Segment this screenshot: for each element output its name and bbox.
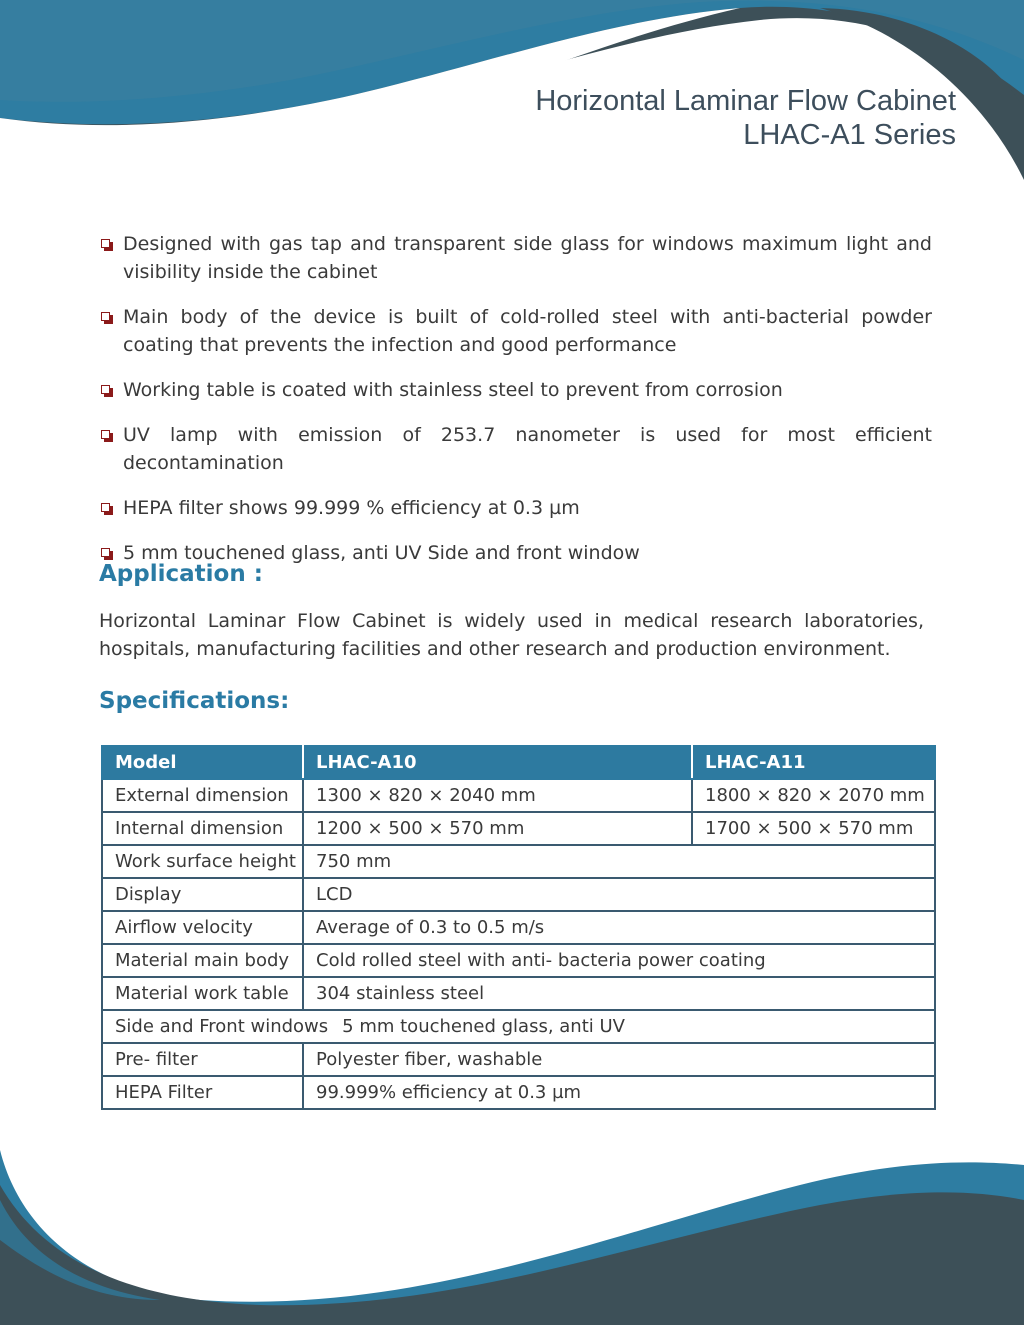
table-row — [102, 1076, 935, 1109]
checkbox-bullet-icon — [101, 430, 110, 439]
feature-item: Working table is coated with stainless steel to prevent from corrosion — [100, 376, 932, 404]
title-line-1: Horizontal Laminar Flow Cabinet — [535, 85, 956, 117]
cell-lhac-a11: 1700 × 500 × 570 mm — [692, 812, 935, 845]
column-header-lhac-a10: LHAC-A10 — [303, 746, 692, 779]
row-label: Work surface height — [102, 845, 303, 878]
table-row — [102, 779, 935, 812]
row-label: External dimension — [102, 779, 303, 812]
checkbox-bullet-icon — [101, 548, 110, 557]
row-label: Material main body — [102, 944, 303, 977]
feature-item: 5 mm touchened glass, anti UV Side and front window — [100, 539, 932, 567]
row-label: Pre- filter — [102, 1043, 303, 1076]
cell-value: 99.999% efficiency at 0.3 µm — [303, 1076, 935, 1109]
cell-value: 304 stainless steel — [303, 977, 935, 1010]
specifications-table — [101, 745, 936, 1110]
cell-value: LCD — [303, 878, 935, 911]
table-row — [102, 977, 935, 1010]
table-header-row — [102, 746, 935, 779]
table-row — [102, 911, 935, 944]
row-label: HEPA Filter — [102, 1076, 303, 1109]
feature-item: HEPA filter shows 99.999 % efficiency at 0.3 µm — [100, 494, 932, 522]
feature-list — [100, 230, 932, 584]
row-label: Airflow velocity — [102, 911, 303, 944]
feature-item: Designed with gas tap and transparent side glass for windows maximum light and visibility inside the cabinet — [100, 230, 932, 286]
specifications-heading: Specifications: — [99, 688, 290, 714]
application-text: Horizontal Laminar Flow Cabinet is widely used in medical research laboratories, hospitals, manufacturing facilities and other research and production environment. — [99, 610, 924, 660]
column-header-model: Model — [102, 746, 303, 779]
row-merged — [102, 1010, 935, 1043]
cell-lhac-a10: 1200 × 500 × 570 mm — [303, 812, 692, 845]
cell-lhac-a10: 1300 × 820 × 2040 mm — [303, 779, 692, 812]
cell-value: 750 mm — [303, 845, 935, 878]
cell-value: Polyester fiber, washable — [303, 1043, 935, 1076]
cell-lhac-a11: 1800 × 820 × 2070 mm — [692, 779, 935, 812]
row-label: Display — [102, 878, 303, 911]
table-row — [102, 845, 935, 878]
document-title — [535, 84, 956, 152]
checkbox-bullet-icon — [101, 385, 110, 394]
table-row — [102, 1043, 935, 1076]
cell-value: Average of 0.3 to 0.5 m/s — [303, 911, 935, 944]
table-row — [102, 944, 935, 977]
table-row — [102, 878, 935, 911]
column-header-lhac-a11: LHAC-A11 — [692, 746, 935, 779]
cell-value: 5 mm touchened glass, anti UV — [342, 1016, 625, 1037]
row-label: Material work table — [102, 977, 303, 1010]
table-row — [102, 1010, 935, 1043]
checkbox-bullet-icon — [101, 312, 110, 321]
title-line-2: LHAC-A1 Series — [743, 119, 956, 151]
cell-value: Cold rolled steel with anti- bacteria power coating — [303, 944, 935, 977]
checkbox-bullet-icon — [101, 239, 110, 248]
row-label: Side and Front windows — [115, 1016, 329, 1037]
application-heading: Application : — [99, 561, 263, 587]
checkbox-bullet-icon — [101, 503, 110, 512]
row-label: Internal dimension — [102, 812, 303, 845]
feature-item: UV lamp with emission of 253.7 nanometer is used for most efficient decontamination — [100, 421, 932, 477]
table-row — [102, 812, 935, 845]
feature-item: Main body of the device is built of cold-rolled steel with anti-bacterial powder coating that prevents the infection and good performance — [100, 303, 932, 359]
